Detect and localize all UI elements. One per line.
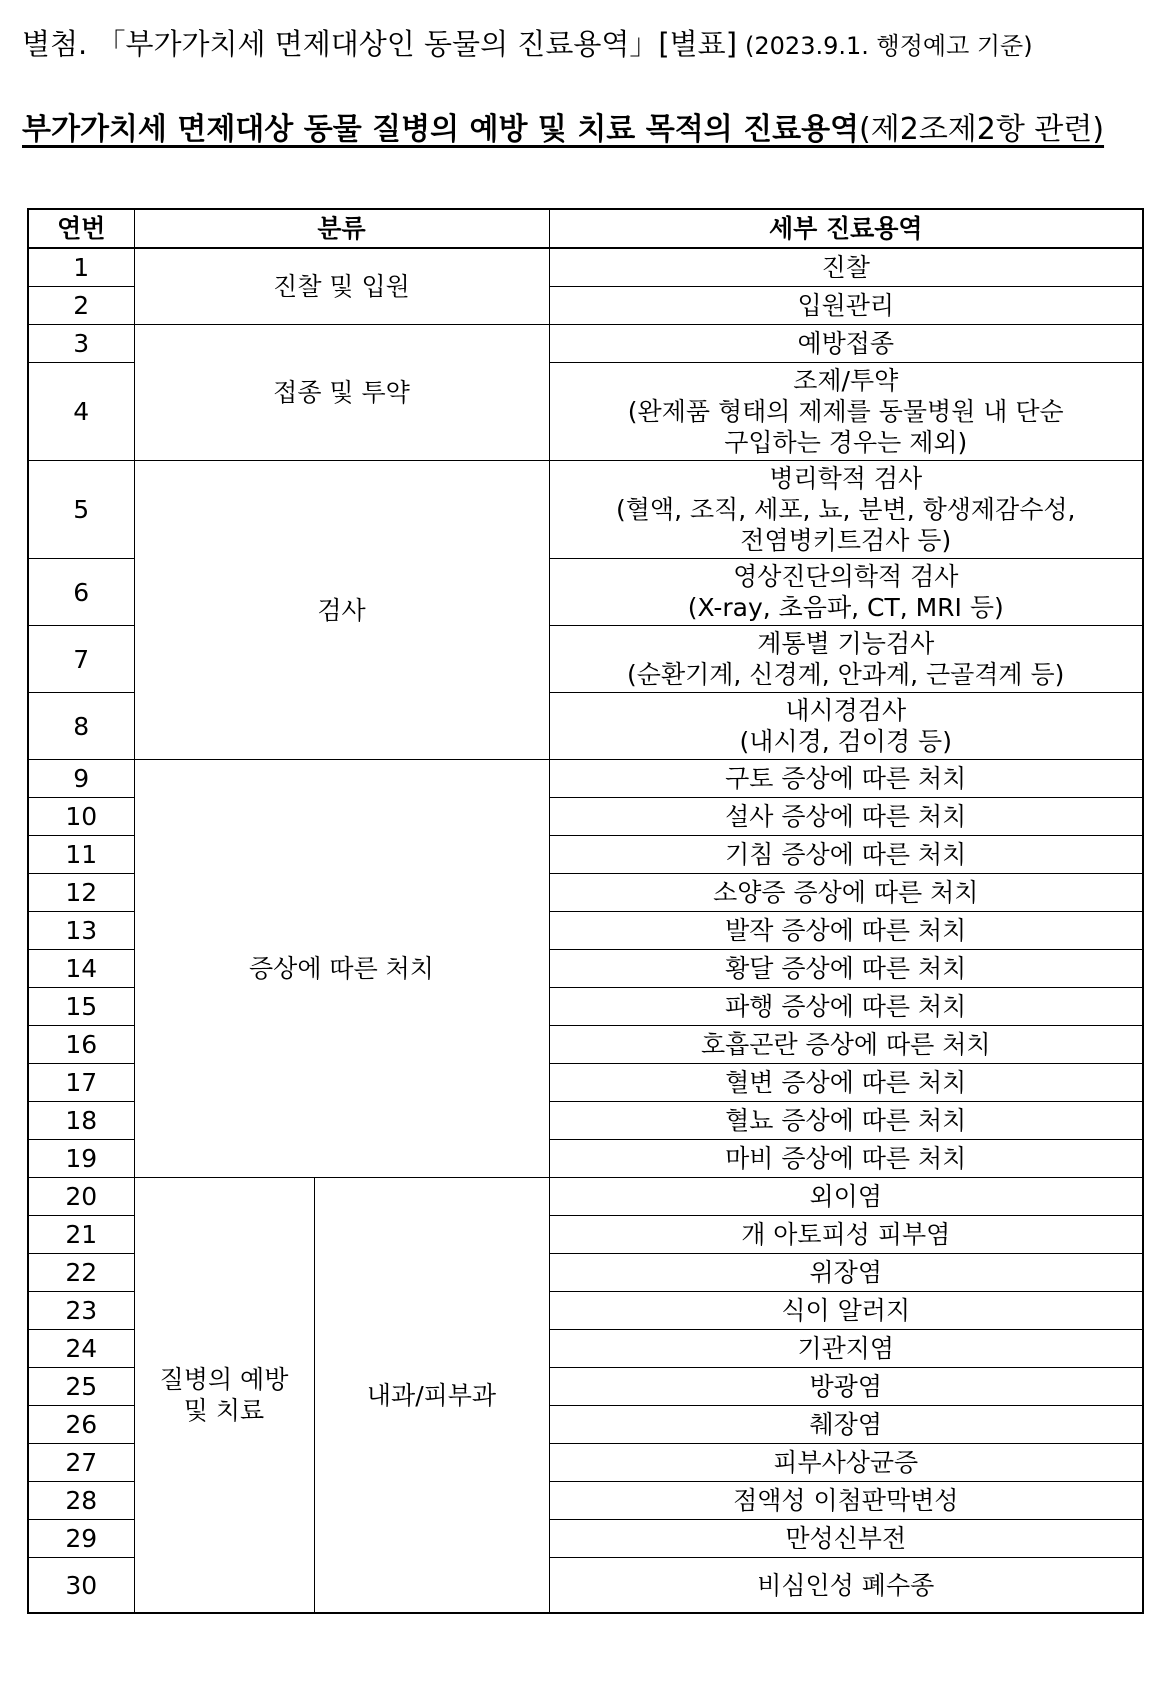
row-detail: 혈뇨 증상에 따른 처치 <box>549 1102 1143 1140</box>
subcategory-cell: 내과/피부과 <box>314 1178 549 1614</box>
row-no: 3 <box>28 325 134 363</box>
row-detail: 파행 증상에 따른 처치 <box>549 988 1143 1026</box>
row-detail: 위장염 <box>549 1254 1143 1292</box>
row-detail: 방광염 <box>549 1368 1143 1406</box>
row-detail: 소양증 증상에 따른 처치 <box>549 874 1143 912</box>
row-no: 11 <box>28 836 134 874</box>
title-relation: (제2조제2항 관련) <box>859 112 1105 147</box>
row-no: 19 <box>28 1140 134 1178</box>
row-detail: 혈변 증상에 따른 처치 <box>549 1064 1143 1102</box>
row-no: 9 <box>28 760 134 798</box>
attachment-label: 별첨. 「부가가치세 면제대상인 동물의 진료용역」[별표] <box>22 27 738 61</box>
notice-date: (2023.9.1. 행정예고 기준) <box>745 32 1033 60</box>
row-no: 26 <box>28 1406 134 1444</box>
category-cell: 검사 <box>134 461 549 760</box>
category-cell: 접종 및 투약 <box>134 325 549 461</box>
row-no: 5 <box>28 461 134 559</box>
row-no: 6 <box>28 559 134 626</box>
row-no: 2 <box>28 287 134 325</box>
row-detail: 마비 증상에 따른 처치 <box>549 1140 1143 1178</box>
row-no: 29 <box>28 1520 134 1558</box>
row-detail: 식이 알러지 <box>549 1292 1143 1330</box>
row-detail: 조제/투약 (완제품 형태의 제제를 동물병원 내 단순 구입하는 경우는 제외) <box>549 363 1143 461</box>
row-no: 12 <box>28 874 134 912</box>
row-no: 13 <box>28 912 134 950</box>
row-detail: 구토 증상에 따른 처치 <box>549 760 1143 798</box>
table-row <box>28 325 1143 363</box>
row-no: 24 <box>28 1330 134 1368</box>
row-detail: 기관지염 <box>549 1330 1143 1368</box>
category-cell: 증상에 따른 처치 <box>134 760 549 1178</box>
row-detail: 입원관리 <box>549 287 1143 325</box>
table-header-row <box>28 209 1143 248</box>
category-cell: 질병의 예방 및 치료 <box>134 1178 314 1614</box>
row-no: 18 <box>28 1102 134 1140</box>
row-detail: 외이염 <box>549 1178 1143 1216</box>
table-row <box>28 760 1143 798</box>
table-row <box>28 248 1143 287</box>
row-no: 7 <box>28 626 134 693</box>
row-no: 25 <box>28 1368 134 1406</box>
row-no: 28 <box>28 1482 134 1520</box>
row-no: 8 <box>28 693 134 760</box>
title-main: 부가가치세 면제대상 동물 질병의 예방 및 치료 목적의 진료용역 <box>22 112 860 147</box>
row-detail: 예방접종 <box>549 325 1143 363</box>
row-no: 23 <box>28 1292 134 1330</box>
row-no: 16 <box>28 1026 134 1064</box>
table-row <box>28 1178 1143 1216</box>
row-no: 14 <box>28 950 134 988</box>
row-detail: 호흡곤란 증상에 따른 처치 <box>549 1026 1143 1064</box>
services-table <box>27 208 1144 1614</box>
row-detail: 병리학적 검사 (혈액, 조직, 세포, 뇨, 분변, 항생제감수성, 전염병키트검사 등) <box>549 461 1143 559</box>
header-category: 분류 <box>134 209 549 248</box>
row-detail: 췌장염 <box>549 1406 1143 1444</box>
table-row <box>28 461 1143 559</box>
row-no: 4 <box>28 363 134 461</box>
row-no: 21 <box>28 1216 134 1254</box>
row-detail: 피부사상균증 <box>549 1444 1143 1482</box>
row-detail: 내시경검사 (내시경, 검이경 등) <box>549 693 1143 760</box>
row-no: 20 <box>28 1178 134 1216</box>
row-no: 10 <box>28 798 134 836</box>
row-detail: 개 아토피성 피부염 <box>549 1216 1143 1254</box>
row-detail: 만성신부전 <box>549 1520 1143 1558</box>
row-detail: 황달 증상에 따른 처치 <box>549 950 1143 988</box>
attachment-header <box>22 22 1033 63</box>
row-detail: 발작 증상에 따른 처치 <box>549 912 1143 950</box>
row-no: 27 <box>28 1444 134 1482</box>
row-no: 17 <box>28 1064 134 1102</box>
document-title <box>22 104 1104 148</box>
row-no: 22 <box>28 1254 134 1292</box>
row-detail: 기침 증상에 따른 처치 <box>549 836 1143 874</box>
row-no: 15 <box>28 988 134 1026</box>
row-detail: 설사 증상에 따른 처치 <box>549 798 1143 836</box>
row-no: 1 <box>28 248 134 287</box>
row-detail: 점액성 이첨판막변성 <box>549 1482 1143 1520</box>
row-detail: 영상진단의학적 검사 (X-ray, 초음파, CT, MRI 등) <box>549 559 1143 626</box>
row-detail: 비심인성 폐수종 <box>549 1558 1143 1614</box>
header-no: 연번 <box>28 209 134 248</box>
row-detail: 계통별 기능검사 (순환기계, 신경계, 안과계, 근골격계 등) <box>549 626 1143 693</box>
row-no: 30 <box>28 1558 134 1614</box>
category-cell: 진찰 및 입원 <box>134 248 549 325</box>
header-detail: 세부 진료용역 <box>549 209 1143 248</box>
row-detail: 진찰 <box>549 248 1143 287</box>
